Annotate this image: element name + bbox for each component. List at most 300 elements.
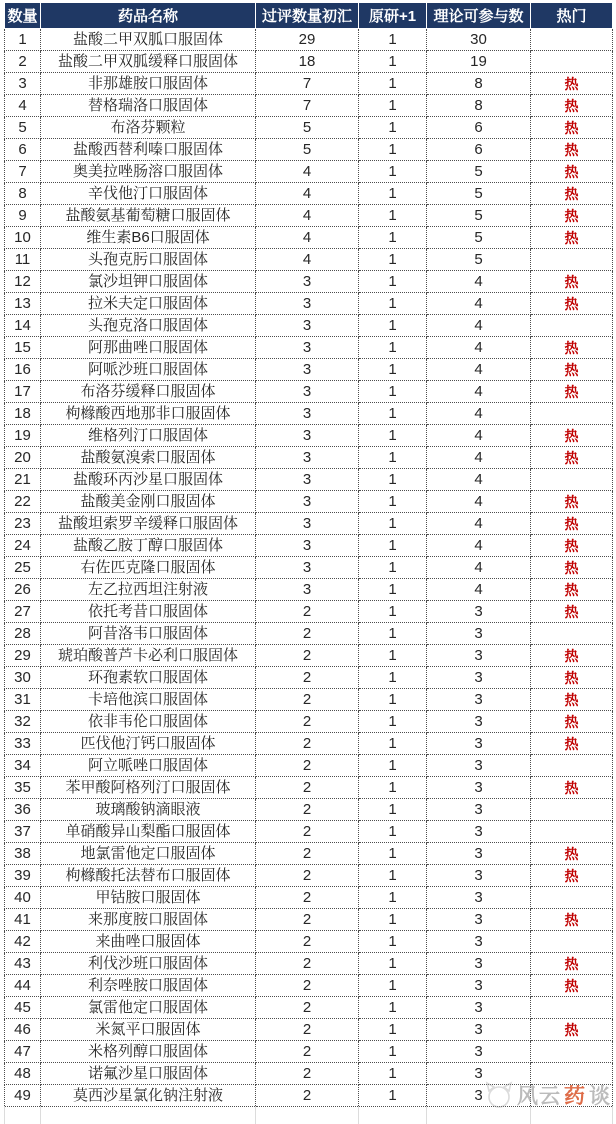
cell-approved-count: 18 xyxy=(256,51,359,73)
table-row xyxy=(5,29,613,51)
table-row xyxy=(5,1063,613,1085)
cell-rank: 2 xyxy=(5,51,41,73)
cell-approved-count: 3 xyxy=(256,557,359,579)
cell-approved-count: 2 xyxy=(256,733,359,755)
cell-originator-plus-one: 1 xyxy=(359,491,427,513)
cell-theoretical-participants: 4 xyxy=(427,579,531,601)
cell-rank: 21 xyxy=(5,469,41,491)
cell-hot-badge: 热 xyxy=(531,117,613,139)
cell-rank: 40 xyxy=(5,887,41,909)
cell-drug-name: 氯沙坦钾口服固体 xyxy=(41,271,256,293)
cell-hot-badge: 热 xyxy=(531,95,613,117)
cell-rank: 7 xyxy=(5,161,41,183)
cell-originator-plus-one: 1 xyxy=(359,139,427,161)
cell-approved-count: 2 xyxy=(256,887,359,909)
table-row xyxy=(5,227,613,249)
cell-originator-plus-one: 1 xyxy=(359,799,427,821)
cell-rank: 41 xyxy=(5,909,41,931)
cell-approved-count: 2 xyxy=(256,997,359,1019)
cell-drug-name: 利伐沙班口服固体 xyxy=(41,953,256,975)
cell-rank: 11 xyxy=(5,249,41,271)
cell-rank: 45 xyxy=(5,997,41,1019)
cell-rank: 14 xyxy=(5,315,41,337)
cell-rank: 5 xyxy=(5,117,41,139)
cell-drug-name: 匹伐他汀钙口服固体 xyxy=(41,733,256,755)
cell-rank: 27 xyxy=(5,601,41,623)
table-row xyxy=(5,579,613,601)
table-row xyxy=(5,821,613,843)
cell-originator-plus-one: 1 xyxy=(359,777,427,799)
table-row xyxy=(5,491,613,513)
cell-hot-badge: 热 xyxy=(531,161,613,183)
cell-drug-name: 甲钴胺口服固体 xyxy=(41,887,256,909)
cell-originator-plus-one: 1 xyxy=(359,271,427,293)
cell-theoretical-participants: 3 xyxy=(427,1019,531,1041)
cell-rank: 33 xyxy=(5,733,41,755)
cell-approved-count: 2 xyxy=(256,1063,359,1085)
empty-cell xyxy=(5,1107,41,1124)
cell-approved-count: 4 xyxy=(256,183,359,205)
cell-theoretical-participants: 4 xyxy=(427,491,531,513)
cell-originator-plus-one: 1 xyxy=(359,1063,427,1085)
cell-originator-plus-one: 1 xyxy=(359,337,427,359)
watermark-text-suffix: 谈 xyxy=(589,1085,611,1108)
cell-theoretical-participants: 3 xyxy=(427,821,531,843)
cell-originator-plus-one: 1 xyxy=(359,997,427,1019)
cell-theoretical-participants: 4 xyxy=(427,535,531,557)
cell-rank: 38 xyxy=(5,843,41,865)
cell-rank: 42 xyxy=(5,931,41,953)
table-row xyxy=(5,909,613,931)
table-row xyxy=(5,205,613,227)
cell-hot-badge xyxy=(531,403,613,425)
cell-drug-name: 来曲唑口服固体 xyxy=(41,931,256,953)
cell-originator-plus-one: 1 xyxy=(359,469,427,491)
cell-hot-badge xyxy=(531,249,613,271)
cell-originator-plus-one: 1 xyxy=(359,711,427,733)
cell-theoretical-participants: 4 xyxy=(427,381,531,403)
cell-approved-count: 3 xyxy=(256,293,359,315)
cell-rank: 4 xyxy=(5,95,41,117)
cell-drug-name: 维生素B6口服固体 xyxy=(41,227,256,249)
cell-originator-plus-one: 1 xyxy=(359,73,427,95)
cell-drug-name: 盐酸乙胺丁醇口服固体 xyxy=(41,535,256,557)
cell-hot-badge: 热 xyxy=(531,293,613,315)
cell-rank: 46 xyxy=(5,1019,41,1041)
cell-originator-plus-one: 1 xyxy=(359,513,427,535)
table-row xyxy=(5,51,613,73)
cell-hot-badge: 热 xyxy=(531,205,613,227)
cell-approved-count: 7 xyxy=(256,73,359,95)
cell-approved-count: 4 xyxy=(256,249,359,271)
table-row xyxy=(5,337,613,359)
cell-theoretical-participants: 3 xyxy=(427,777,531,799)
cell-theoretical-participants: 4 xyxy=(427,513,531,535)
cell-originator-plus-one: 1 xyxy=(359,29,427,51)
table-header xyxy=(5,3,613,29)
cell-approved-count: 2 xyxy=(256,1041,359,1063)
table-row xyxy=(5,95,613,117)
cell-rank: 34 xyxy=(5,755,41,777)
cell-approved-count: 2 xyxy=(256,865,359,887)
cell-hot-badge: 热 xyxy=(531,359,613,381)
table-row xyxy=(5,953,613,975)
cell-drug-name: 非那雄胺口服固体 xyxy=(41,73,256,95)
cell-drug-name: 米格列醇口服固体 xyxy=(41,1041,256,1063)
cell-drug-name: 地氯雷他定口服固体 xyxy=(41,843,256,865)
cell-approved-count: 4 xyxy=(256,205,359,227)
cell-hot-badge xyxy=(531,315,613,337)
cell-rank: 6 xyxy=(5,139,41,161)
cell-rank: 47 xyxy=(5,1041,41,1063)
cell-originator-plus-one: 1 xyxy=(359,1019,427,1041)
table-row xyxy=(5,535,613,557)
cell-approved-count: 2 xyxy=(256,689,359,711)
cell-rank: 32 xyxy=(5,711,41,733)
cell-drug-name: 盐酸氨溴索口服固体 xyxy=(41,447,256,469)
cell-originator-plus-one: 1 xyxy=(359,667,427,689)
header-row xyxy=(5,3,613,29)
cell-theoretical-participants: 3 xyxy=(427,1041,531,1063)
cell-approved-count: 3 xyxy=(256,403,359,425)
cell-originator-plus-one: 1 xyxy=(359,865,427,887)
cell-originator-plus-one: 1 xyxy=(359,645,427,667)
table-row xyxy=(5,381,613,403)
cell-hot-badge xyxy=(531,931,613,953)
cell-approved-count: 3 xyxy=(256,513,359,535)
cell-hot-badge: 热 xyxy=(531,843,613,865)
cell-originator-plus-one: 1 xyxy=(359,315,427,337)
cell-theoretical-participants: 3 xyxy=(427,997,531,1019)
cell-rank: 13 xyxy=(5,293,41,315)
cell-theoretical-participants: 3 xyxy=(427,799,531,821)
cell-drug-name: 苯甲酸阿格列汀口服固体 xyxy=(41,777,256,799)
cell-theoretical-participants: 6 xyxy=(427,117,531,139)
cell-drug-name: 盐酸坦索罗辛缓释口服固体 xyxy=(41,513,256,535)
cell-approved-count: 2 xyxy=(256,975,359,997)
cell-hot-badge xyxy=(531,997,613,1019)
cell-theoretical-participants: 4 xyxy=(427,403,531,425)
cell-theoretical-participants: 3 xyxy=(427,909,531,931)
cell-approved-count: 2 xyxy=(256,799,359,821)
cell-originator-plus-one: 1 xyxy=(359,183,427,205)
cell-rank: 10 xyxy=(5,227,41,249)
cell-theoretical-participants: 5 xyxy=(427,205,531,227)
cell-approved-count: 2 xyxy=(256,909,359,931)
cell-hot-badge xyxy=(531,799,613,821)
cell-theoretical-participants: 3 xyxy=(427,733,531,755)
cell-hot-badge: 热 xyxy=(531,579,613,601)
cell-hot-badge xyxy=(531,1063,613,1085)
empty-cell xyxy=(41,1107,256,1124)
table-row xyxy=(5,887,613,909)
table-row xyxy=(5,733,613,755)
cell-approved-count: 3 xyxy=(256,535,359,557)
cell-approved-count: 4 xyxy=(256,227,359,249)
cell-hot-badge: 热 xyxy=(531,447,613,469)
cell-approved-count: 3 xyxy=(256,579,359,601)
cell-theoretical-participants: 4 xyxy=(427,359,531,381)
table-row xyxy=(5,997,613,1019)
cell-theoretical-participants: 3 xyxy=(427,689,531,711)
cell-hot-badge: 热 xyxy=(531,381,613,403)
cell-approved-count: 3 xyxy=(256,315,359,337)
cell-originator-plus-one: 1 xyxy=(359,447,427,469)
cell-rank: 39 xyxy=(5,865,41,887)
column-header-0: 数量 xyxy=(5,3,41,29)
cell-theoretical-participants: 5 xyxy=(427,161,531,183)
cell-hot-badge: 热 xyxy=(531,183,613,205)
cell-originator-plus-one: 1 xyxy=(359,1085,427,1107)
cell-drug-name: 奥美拉唑肠溶口服固体 xyxy=(41,161,256,183)
cell-drug-name: 盐酸环丙沙星口服固体 xyxy=(41,469,256,491)
table-row xyxy=(5,777,613,799)
cell-theoretical-participants: 19 xyxy=(427,51,531,73)
cell-drug-name: 布洛芬颗粒 xyxy=(41,117,256,139)
table-row xyxy=(5,293,613,315)
table-row xyxy=(5,755,613,777)
cell-originator-plus-one: 1 xyxy=(359,1041,427,1063)
cell-theoretical-participants: 3 xyxy=(427,865,531,887)
cell-hot-badge: 热 xyxy=(531,227,613,249)
cell-approved-count: 2 xyxy=(256,777,359,799)
cell-hot-badge: 热 xyxy=(531,601,613,623)
cell-hot-badge: 热 xyxy=(531,1019,613,1041)
cell-hot-badge xyxy=(531,623,613,645)
column-header-2: 过评数量初汇 xyxy=(256,3,359,29)
cell-rank: 8 xyxy=(5,183,41,205)
cell-rank: 35 xyxy=(5,777,41,799)
cell-drug-name: 依非韦伦口服固体 xyxy=(41,711,256,733)
cell-theoretical-participants: 4 xyxy=(427,315,531,337)
cell-hot-badge: 热 xyxy=(531,953,613,975)
empty-ghost-row xyxy=(5,1107,613,1124)
cell-hot-badge: 热 xyxy=(531,777,613,799)
cell-approved-count: 7 xyxy=(256,95,359,117)
cell-drug-name: 维格列汀口服固体 xyxy=(41,425,256,447)
cell-drug-name: 玻璃酸钠滴眼液 xyxy=(41,799,256,821)
cell-rank: 22 xyxy=(5,491,41,513)
cell-originator-plus-one: 1 xyxy=(359,887,427,909)
cell-rank: 29 xyxy=(5,645,41,667)
table-row xyxy=(5,975,613,997)
cell-rank: 9 xyxy=(5,205,41,227)
cell-theoretical-participants: 3 xyxy=(427,667,531,689)
cell-hot-badge: 热 xyxy=(531,425,613,447)
cell-hot-badge: 热 xyxy=(531,865,613,887)
cell-approved-count: 29 xyxy=(256,29,359,51)
cell-rank: 49 xyxy=(5,1085,41,1107)
cell-rank: 19 xyxy=(5,425,41,447)
cell-approved-count: 2 xyxy=(256,645,359,667)
cell-originator-plus-one: 1 xyxy=(359,733,427,755)
table-row xyxy=(5,623,613,645)
cell-hot-badge: 热 xyxy=(531,73,613,95)
table-row xyxy=(5,469,613,491)
cell-theoretical-participants: 3 xyxy=(427,931,531,953)
cell-theoretical-participants: 8 xyxy=(427,95,531,117)
cell-originator-plus-one: 1 xyxy=(359,931,427,953)
cell-drug-name: 单硝酸异山梨酯口服固体 xyxy=(41,821,256,843)
cell-hot-badge xyxy=(531,469,613,491)
cell-hot-badge: 热 xyxy=(531,535,613,557)
cell-originator-plus-one: 1 xyxy=(359,689,427,711)
cell-hot-badge: 热 xyxy=(531,645,613,667)
cell-theoretical-participants: 4 xyxy=(427,337,531,359)
cell-drug-name: 莫西沙星氯化钠注射液 xyxy=(41,1085,256,1107)
cell-drug-name: 米氮平口服固体 xyxy=(41,1019,256,1041)
cell-drug-name: 琥珀酸普芦卡必利口服固体 xyxy=(41,645,256,667)
empty-cell xyxy=(427,1107,531,1124)
cell-hot-badge: 热 xyxy=(531,271,613,293)
cell-originator-plus-one: 1 xyxy=(359,403,427,425)
cell-hot-badge: 热 xyxy=(531,513,613,535)
cell-drug-name: 盐酸氨基葡萄糖口服固体 xyxy=(41,205,256,227)
empty-cell xyxy=(531,1107,613,1124)
cell-drug-name: 头孢克洛口服固体 xyxy=(41,315,256,337)
cell-approved-count: 2 xyxy=(256,755,359,777)
cell-hot-badge: 热 xyxy=(531,975,613,997)
cell-originator-plus-one: 1 xyxy=(359,359,427,381)
column-header-5: 热门 xyxy=(531,3,613,29)
cell-originator-plus-one: 1 xyxy=(359,535,427,557)
table-row xyxy=(5,359,613,381)
table-row xyxy=(5,315,613,337)
cell-hot-badge: 热 xyxy=(531,689,613,711)
cell-theoretical-participants: 5 xyxy=(427,249,531,271)
cell-approved-count: 2 xyxy=(256,1019,359,1041)
cell-theoretical-participants: 3 xyxy=(427,1063,531,1085)
cell-rank: 43 xyxy=(5,953,41,975)
cell-approved-count: 3 xyxy=(256,447,359,469)
cell-originator-plus-one: 1 xyxy=(359,557,427,579)
cell-rank: 1 xyxy=(5,29,41,51)
cell-drug-name: 辛伐他汀口服固体 xyxy=(41,183,256,205)
cell-originator-plus-one: 1 xyxy=(359,205,427,227)
table-row xyxy=(5,843,613,865)
cell-theoretical-participants: 4 xyxy=(427,447,531,469)
cell-drug-name: 右佐匹克隆口服固体 xyxy=(41,557,256,579)
table-row xyxy=(5,865,613,887)
cell-originator-plus-one: 1 xyxy=(359,51,427,73)
cell-originator-plus-one: 1 xyxy=(359,227,427,249)
cell-originator-plus-one: 1 xyxy=(359,601,427,623)
table-row xyxy=(5,711,613,733)
table-row xyxy=(5,667,613,689)
cell-approved-count: 3 xyxy=(256,491,359,513)
cell-drug-name: 盐酸二甲双胍缓释口服固体 xyxy=(41,51,256,73)
cell-approved-count: 3 xyxy=(256,337,359,359)
cell-hot-badge xyxy=(531,755,613,777)
cell-originator-plus-one: 1 xyxy=(359,579,427,601)
table-row xyxy=(5,139,613,161)
cell-rank: 36 xyxy=(5,799,41,821)
cell-drug-name: 替格瑞洛口服固体 xyxy=(41,95,256,117)
cell-theoretical-participants: 4 xyxy=(427,469,531,491)
cell-drug-name: 氯雷他定口服固体 xyxy=(41,997,256,1019)
cell-originator-plus-one: 1 xyxy=(359,95,427,117)
cell-drug-name: 盐酸二甲双胍口服固体 xyxy=(41,29,256,51)
cell-theoretical-participants: 4 xyxy=(427,293,531,315)
table-row xyxy=(5,117,613,139)
cell-approved-count: 3 xyxy=(256,425,359,447)
cell-hot-badge: 热 xyxy=(531,667,613,689)
cell-hot-badge xyxy=(531,887,613,909)
column-header-3: 原研+1 xyxy=(359,3,427,29)
table-row xyxy=(5,183,613,205)
cell-approved-count: 4 xyxy=(256,161,359,183)
cell-hot-badge: 热 xyxy=(531,733,613,755)
table-row xyxy=(5,447,613,469)
table-row xyxy=(5,931,613,953)
cell-originator-plus-one: 1 xyxy=(359,975,427,997)
cell-rank: 30 xyxy=(5,667,41,689)
cell-drug-name: 枸橼酸托法替布口服固体 xyxy=(41,865,256,887)
cell-drug-name: 盐酸西替利嗪口服固体 xyxy=(41,139,256,161)
cell-originator-plus-one: 1 xyxy=(359,249,427,271)
cell-rank: 12 xyxy=(5,271,41,293)
table-row xyxy=(5,799,613,821)
cell-rank: 25 xyxy=(5,557,41,579)
cell-rank: 48 xyxy=(5,1063,41,1085)
cell-originator-plus-one: 1 xyxy=(359,821,427,843)
cell-rank: 18 xyxy=(5,403,41,425)
cell-drug-name: 环孢素软口服固体 xyxy=(41,667,256,689)
table-row xyxy=(5,645,613,667)
cell-theoretical-participants: 4 xyxy=(427,425,531,447)
cell-rank: 44 xyxy=(5,975,41,997)
cell-approved-count: 5 xyxy=(256,117,359,139)
watermark-text-highlight: 药 xyxy=(564,1085,586,1108)
table-row xyxy=(5,601,613,623)
cell-rank: 16 xyxy=(5,359,41,381)
cell-hot-badge xyxy=(531,29,613,51)
table-body xyxy=(5,29,613,1124)
cell-hot-badge: 热 xyxy=(531,337,613,359)
cell-drug-name: 拉米夫定口服固体 xyxy=(41,293,256,315)
cell-approved-count: 2 xyxy=(256,601,359,623)
empty-cell xyxy=(359,1107,427,1124)
cell-approved-count: 2 xyxy=(256,953,359,975)
cell-hot-badge: 热 xyxy=(531,711,613,733)
table-row xyxy=(5,1019,613,1041)
cell-hot-badge xyxy=(531,51,613,73)
table-row xyxy=(5,425,613,447)
cell-theoretical-participants: 3 xyxy=(427,953,531,975)
table-row xyxy=(5,271,613,293)
cell-approved-count: 2 xyxy=(256,1085,359,1107)
table-row xyxy=(5,513,613,535)
cell-approved-count: 3 xyxy=(256,381,359,403)
cell-theoretical-participants: 3 xyxy=(427,645,531,667)
cell-theoretical-participants: 4 xyxy=(427,557,531,579)
cell-originator-plus-one: 1 xyxy=(359,843,427,865)
cell-originator-plus-one: 1 xyxy=(359,161,427,183)
cell-theoretical-participants: 6 xyxy=(427,139,531,161)
cell-drug-name: 左乙拉西坦注射液 xyxy=(41,579,256,601)
cell-approved-count: 2 xyxy=(256,843,359,865)
cell-theoretical-participants: 5 xyxy=(427,183,531,205)
cell-approved-count: 2 xyxy=(256,667,359,689)
table-row xyxy=(5,1085,613,1107)
cell-originator-plus-one: 1 xyxy=(359,381,427,403)
cell-drug-name: 枸橼酸西地那非口服固体 xyxy=(41,403,256,425)
cell-approved-count: 3 xyxy=(256,469,359,491)
cell-theoretical-participants: 3 xyxy=(427,623,531,645)
cell-hot-badge: 热 xyxy=(531,139,613,161)
cell-approved-count: 3 xyxy=(256,271,359,293)
cell-rank: 24 xyxy=(5,535,41,557)
